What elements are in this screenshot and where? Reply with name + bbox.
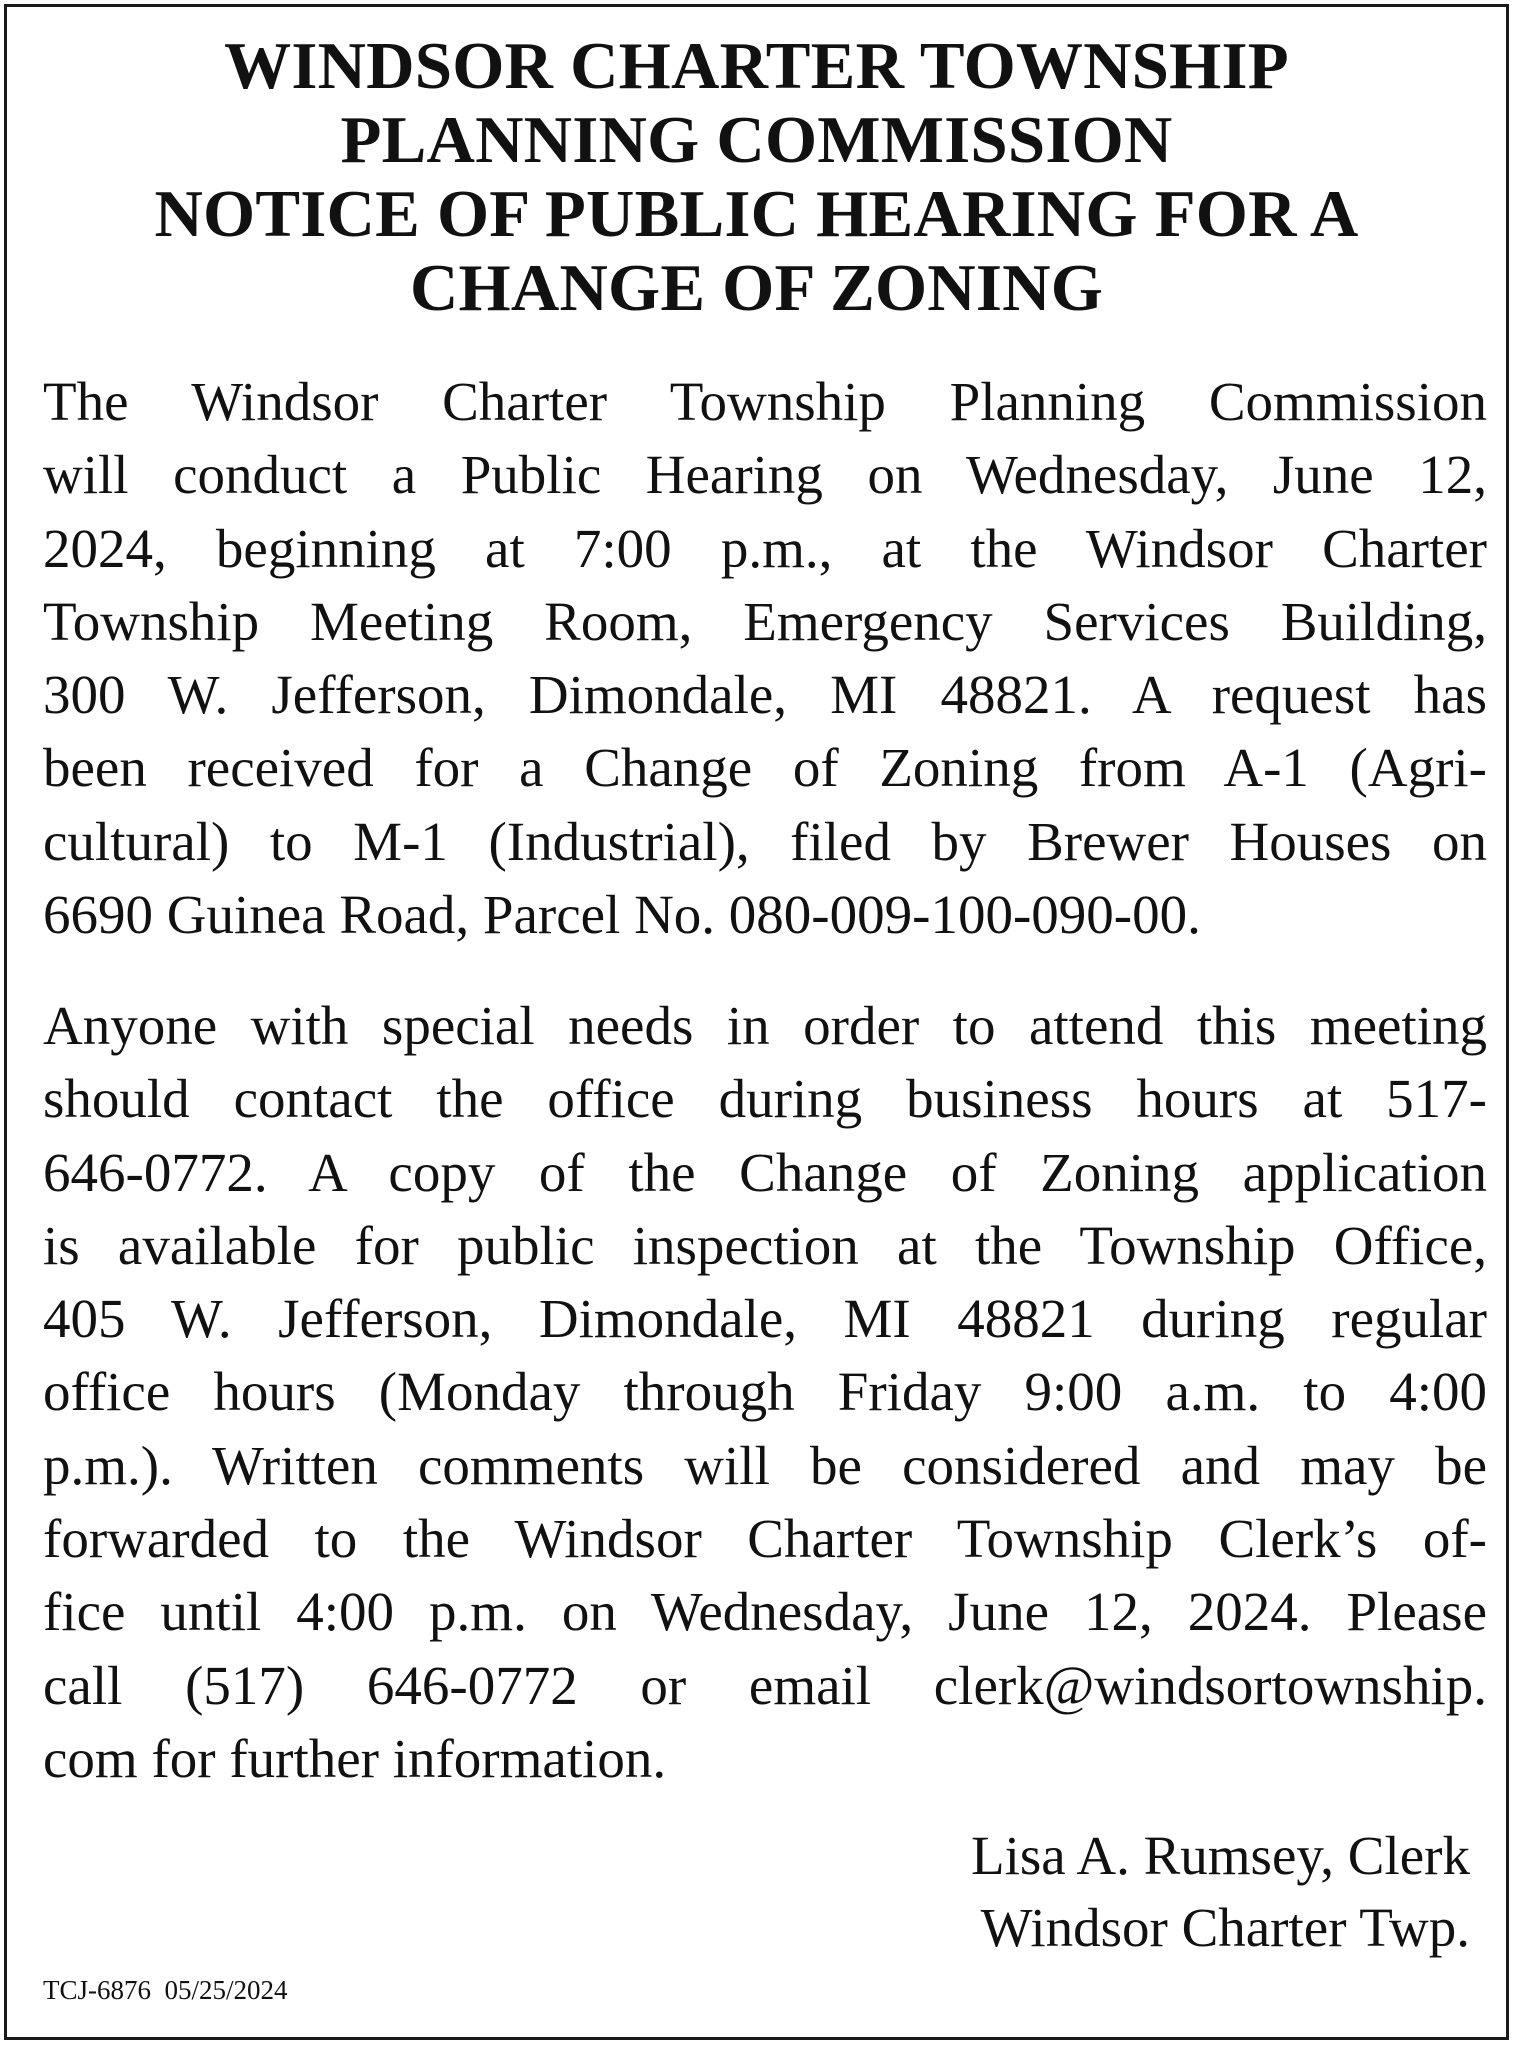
text-line: 6690 Guinea Road, Parcel No. 080-009-100-090-00. [43, 884, 1201, 946]
text-line: The Windsor Charter Township Planning Commission [43, 371, 1487, 432]
text-line: cultural) to M-1 (Industrial), filed by Brewer Houses on [43, 810, 1487, 872]
text-line: p.m.). Written comments will be considered and may be [43, 1434, 1487, 1496]
special-needs-paragraph [43, 989, 1487, 1795]
text-line: 300 W. Jefferson, Dimondale, MI 48821. A request has [43, 664, 1487, 726]
public-notice [4, 4, 1509, 2040]
notice-footer [43, 1974, 288, 2006]
text-line: should contact the office during business hours at 517- [43, 1068, 1487, 1130]
hearing-paragraph [43, 365, 1487, 951]
notice-date: 05/25/2024 [164, 1975, 288, 2005]
signer-name: Lisa A. Rumsey, Clerk [970, 1825, 1470, 1886]
text-line: been received for a Change of Zoning from A-1 (Agri- [43, 737, 1487, 799]
title-line: WINDSOR CHARTER TOWNSHIP [224, 29, 1289, 103]
signature-block [971, 1820, 1470, 1964]
text-line: will conduct a Public Hearing on Wednesday, June 12, [43, 444, 1487, 506]
title-line: PLANNING COMMISSION [340, 103, 1173, 177]
text-line: com for further information. [43, 1727, 667, 1789]
text-line: 405 W. Jefferson, Dimondale, MI 48821 during regular [43, 1288, 1487, 1350]
text-line: forwarded to the Windsor Charter Township Clerk’s of- [43, 1508, 1487, 1570]
notice-code: TCJ-6876 [43, 1975, 151, 2005]
text-line: is available for public inspection at the Township Office, [43, 1214, 1487, 1276]
text-line: Anyone with special needs in order to attend this meeting [43, 995, 1487, 1056]
text-line: Township Meeting Room, Emergency Services Building, [43, 590, 1487, 652]
text-line: 2024, beginning at 7:00 p.m., at the Windsor Charter [43, 517, 1487, 579]
title-line: CHANGE OF ZONING [409, 251, 1104, 325]
text-line: fice until 4:00 p.m. on Wednesday, June 12, 2024. Please [43, 1581, 1487, 1643]
signer-organization: Windsor Charter Twp. [980, 1897, 1470, 1958]
text-line: call (517) 646-0772 or email clerk@windsortownship. [43, 1654, 1487, 1716]
text-line: 646-0772. A copy of the Change of Zoning application [43, 1141, 1487, 1203]
title-line: NOTICE OF PUBLIC HEARING FOR A [154, 177, 1359, 251]
text-line: office hours (Monday through Friday 9:00 a.m. to 4:00 [43, 1361, 1487, 1423]
notice-title [27, 29, 1486, 325]
